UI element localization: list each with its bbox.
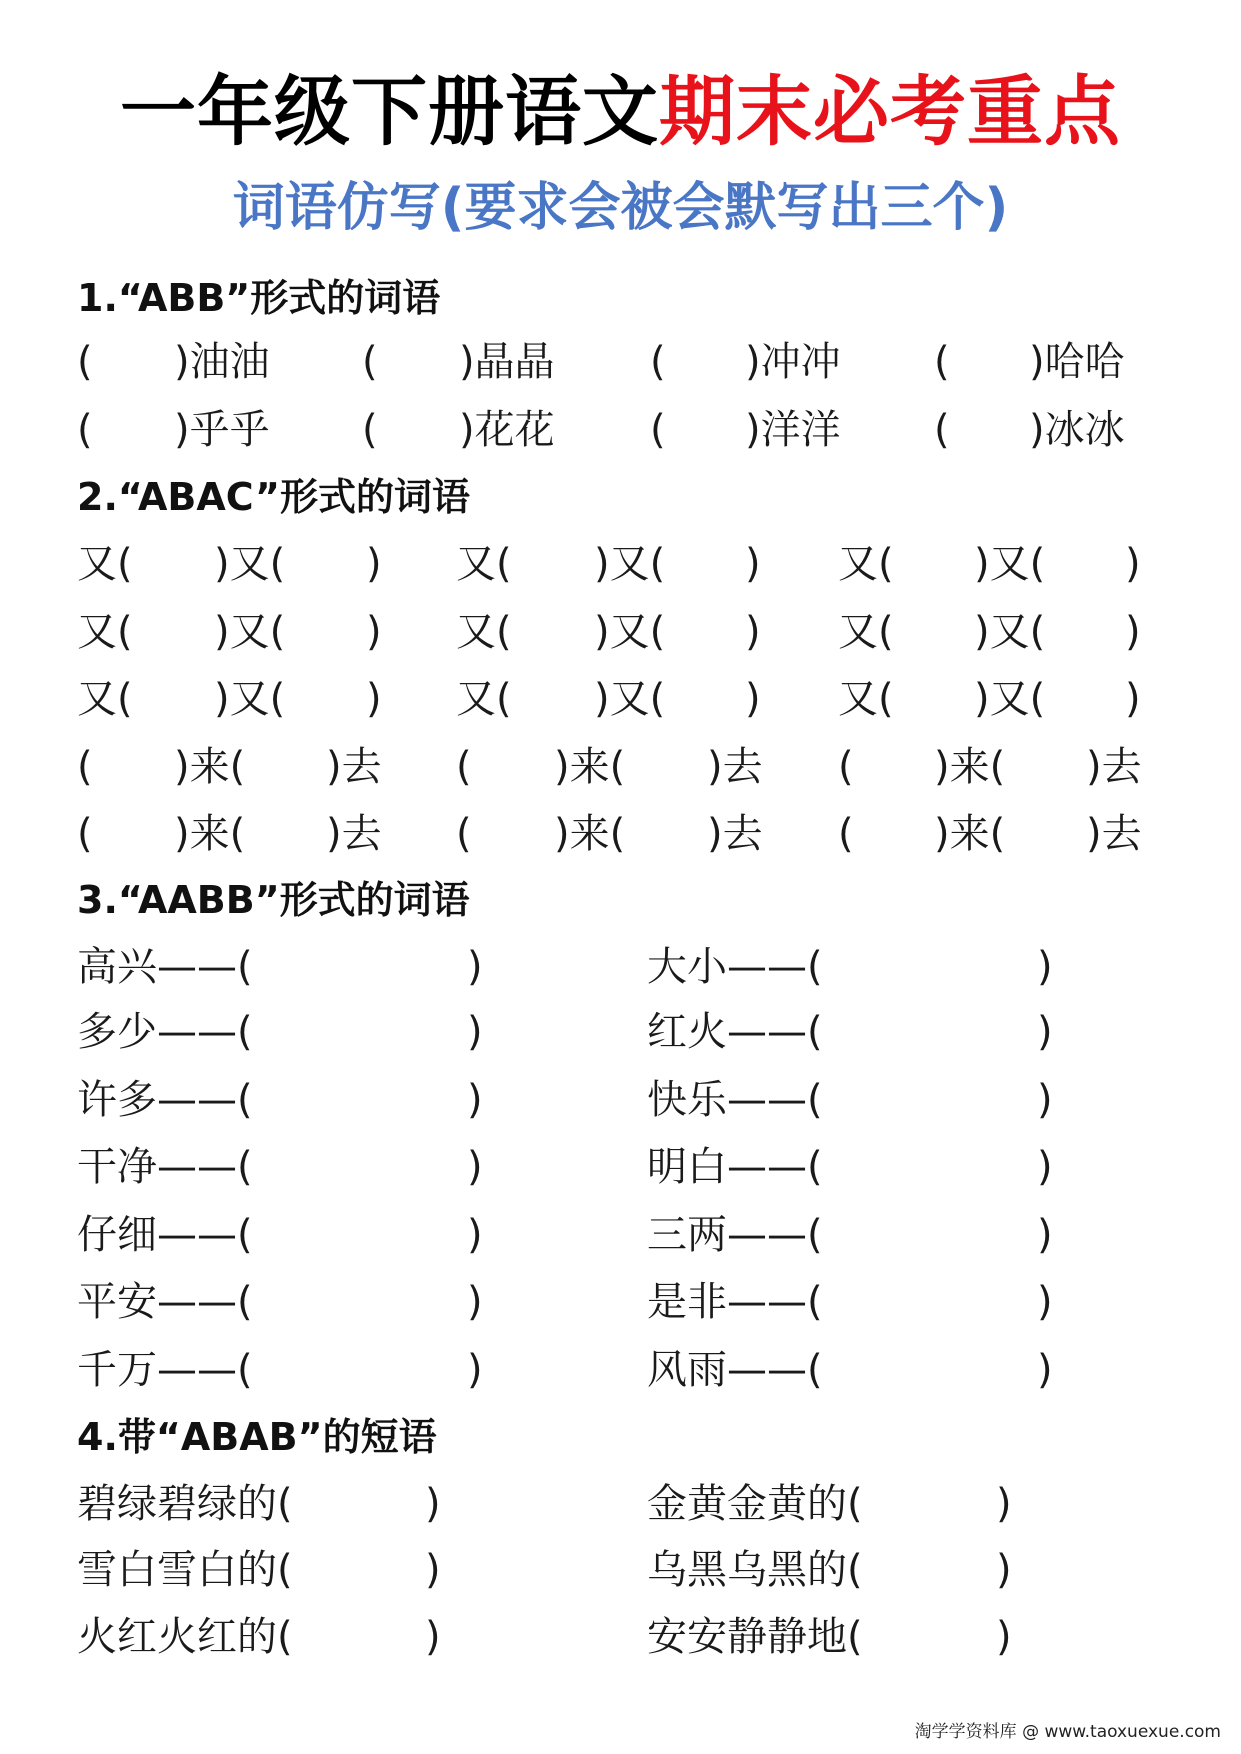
page-subtitle: 词语仿写(要求会被会默写出三个) [232,178,1009,238]
abab-left-close: ) [425,1547,441,1593]
title-red-part: 期末必考重点 [659,67,1121,156]
abac-part-b: )又( [974,609,1046,655]
abac-part-c: ) [1125,676,1141,722]
abab-right-label: 金黄金黄的( [647,1481,863,1527]
abac-part-b: )来( [174,811,246,857]
abab-left-close: ) [425,1481,441,1527]
aabb-left-label: 多少——( [77,1009,253,1055]
aabb-right-label: 三两——( [647,1212,823,1258]
abac-part-a: 又( [456,609,512,655]
abab-row [0,1481,1241,1527]
abac-you-row [0,676,1241,722]
abac-lai-qu-row [0,744,1241,790]
aabb-right-label: 大小——( [647,944,823,990]
aabb-row [0,944,1241,990]
abac-part-c: ) [745,609,761,655]
abac-part-c: ) [366,609,382,655]
abac-part-b: )来( [554,811,626,857]
abac-part-a: ( [456,811,472,857]
aabb-right-close: ) [1037,1279,1053,1325]
aabb-left-close: ) [467,1077,483,1123]
abb-word: )花花 [459,407,555,453]
aabb-right-close: ) [1037,1212,1053,1258]
abab-right-label: 安安静静地( [647,1614,863,1660]
aabb-right-close: ) [1037,1009,1053,1055]
abab-row [0,1614,1241,1660]
abac-part-a: ( [77,811,93,857]
abb-row [0,407,1241,453]
abac-part-a: ( [77,744,93,790]
abac-part-a: 又( [838,541,894,587]
abab-left-close: ) [425,1614,441,1660]
abab-right-close: ) [996,1547,1012,1593]
aabb-left-label: 许多——( [77,1077,253,1123]
abac-part-c: ) [1125,609,1141,655]
aabb-left-close: ) [467,1144,483,1190]
abab-row [0,1547,1241,1593]
abab-right-label: 乌黑乌黑的( [647,1547,863,1593]
abac-part-c: )去 [326,811,382,857]
abb-word: )晶晶 [459,339,555,385]
blank-open-paren: ( [362,407,378,453]
aabb-right-close: ) [1037,1347,1053,1393]
abac-part-b: )来( [934,744,1006,790]
aabb-left-close: ) [467,1279,483,1325]
abac-part-b: )又( [214,609,286,655]
blank-open-paren: ( [934,407,950,453]
abb-word: )乎乎 [174,407,270,453]
abab-left-label: 碧绿碧绿的( [77,1481,293,1527]
blank-open-paren: ( [650,339,666,385]
aabb-left-label: 平安——( [77,1279,253,1325]
abac-part-a: 又( [838,609,894,655]
aabb-right-close: ) [1037,1077,1053,1123]
abac-part-b: )来( [934,811,1006,857]
section-heading-abab: 4.带“ABAB”的短语 [77,1415,437,1459]
abac-part-b: )又( [594,609,666,655]
aabb-row [0,1077,1241,1123]
abac-part-a: 又( [456,676,512,722]
abac-part-c: ) [366,676,382,722]
blank-open-paren: ( [650,407,666,453]
abac-part-b: )又( [214,676,286,722]
abac-part-a: 又( [838,676,894,722]
abac-part-b: )又( [214,541,286,587]
abac-part-c: )去 [707,811,763,857]
abac-part-c: )去 [707,744,763,790]
abac-part-a: 又( [456,541,512,587]
aabb-right-label: 风雨——( [647,1347,823,1393]
abac-part-a: 又( [77,676,133,722]
abac-part-c: )去 [1086,811,1142,857]
aabb-right-label: 明白——( [647,1144,823,1190]
abac-part-b: )来( [554,744,626,790]
abb-word: )哈哈 [1029,339,1125,385]
aabb-left-label: 仔细——( [77,1212,253,1258]
abac-part-c: ) [1125,541,1141,587]
abac-part-b: )又( [974,541,1046,587]
aabb-right-close: ) [1037,944,1053,990]
abac-part-c: )去 [326,744,382,790]
title-black-part: 一年级下册语文 [120,67,659,156]
aabb-left-label: 千万——( [77,1347,253,1393]
abac-part-a: ( [456,744,472,790]
aabb-left-close: ) [467,944,483,990]
abac-part-c: ) [745,676,761,722]
blank-open-paren: ( [77,407,93,453]
aabb-row [0,1347,1241,1393]
abac-you-row [0,541,1241,587]
abac-part-c: )去 [1086,744,1142,790]
aabb-right-label: 红火——( [647,1009,823,1055]
footer-watermark-text: 淘学学资料库 @ www.taoxuexue.com [914,1722,1221,1742]
abac-part-a: 又( [77,541,133,587]
abb-word: )洋洋 [745,407,841,453]
abac-lai-qu-row [0,811,1241,857]
page-title [0,67,1241,156]
aabb-row [0,1144,1241,1190]
abb-word: )冰冰 [1029,407,1125,453]
aabb-right-label: 是非——( [647,1279,823,1325]
abab-right-close: ) [996,1614,1012,1660]
aabb-left-close: ) [467,1212,483,1258]
aabb-left-label: 干净——( [77,1144,253,1190]
abac-you-row [0,609,1241,655]
abac-part-b: )又( [594,541,666,587]
abb-word: )冲冲 [745,339,841,385]
aabb-left-label: 高兴——( [77,944,253,990]
abab-right-close: ) [996,1481,1012,1527]
abab-left-label: 雪白雪白的( [77,1547,293,1593]
blank-open-paren: ( [362,339,378,385]
abac-part-c: ) [366,541,382,587]
abab-left-label: 火红火红的( [77,1614,293,1660]
aabb-row [0,1212,1241,1258]
blank-open-paren: ( [934,339,950,385]
abac-part-b: )来( [174,744,246,790]
aabb-left-close: ) [467,1009,483,1055]
aabb-right-label: 快乐——( [647,1077,823,1123]
abac-part-a: ( [838,811,854,857]
abac-part-a: 又( [77,609,133,655]
abac-part-b: )又( [974,676,1046,722]
abac-part-a: ( [838,744,854,790]
aabb-right-close: ) [1037,1144,1053,1190]
section-heading-abb: 1.“ABB”形式的词语 [77,276,441,320]
aabb-row [0,1279,1241,1325]
abac-part-c: ) [745,541,761,587]
section-heading-abac: 2.“ABAC”形式的词语 [77,475,470,519]
aabb-left-close: ) [467,1347,483,1393]
abb-word: )油油 [174,339,270,385]
aabb-row [0,1009,1241,1055]
blank-open-paren: ( [77,339,93,385]
section-heading-aabb: 3.“AABB”形式的词语 [77,878,470,922]
abac-part-b: )又( [594,676,666,722]
abb-row [0,339,1241,385]
